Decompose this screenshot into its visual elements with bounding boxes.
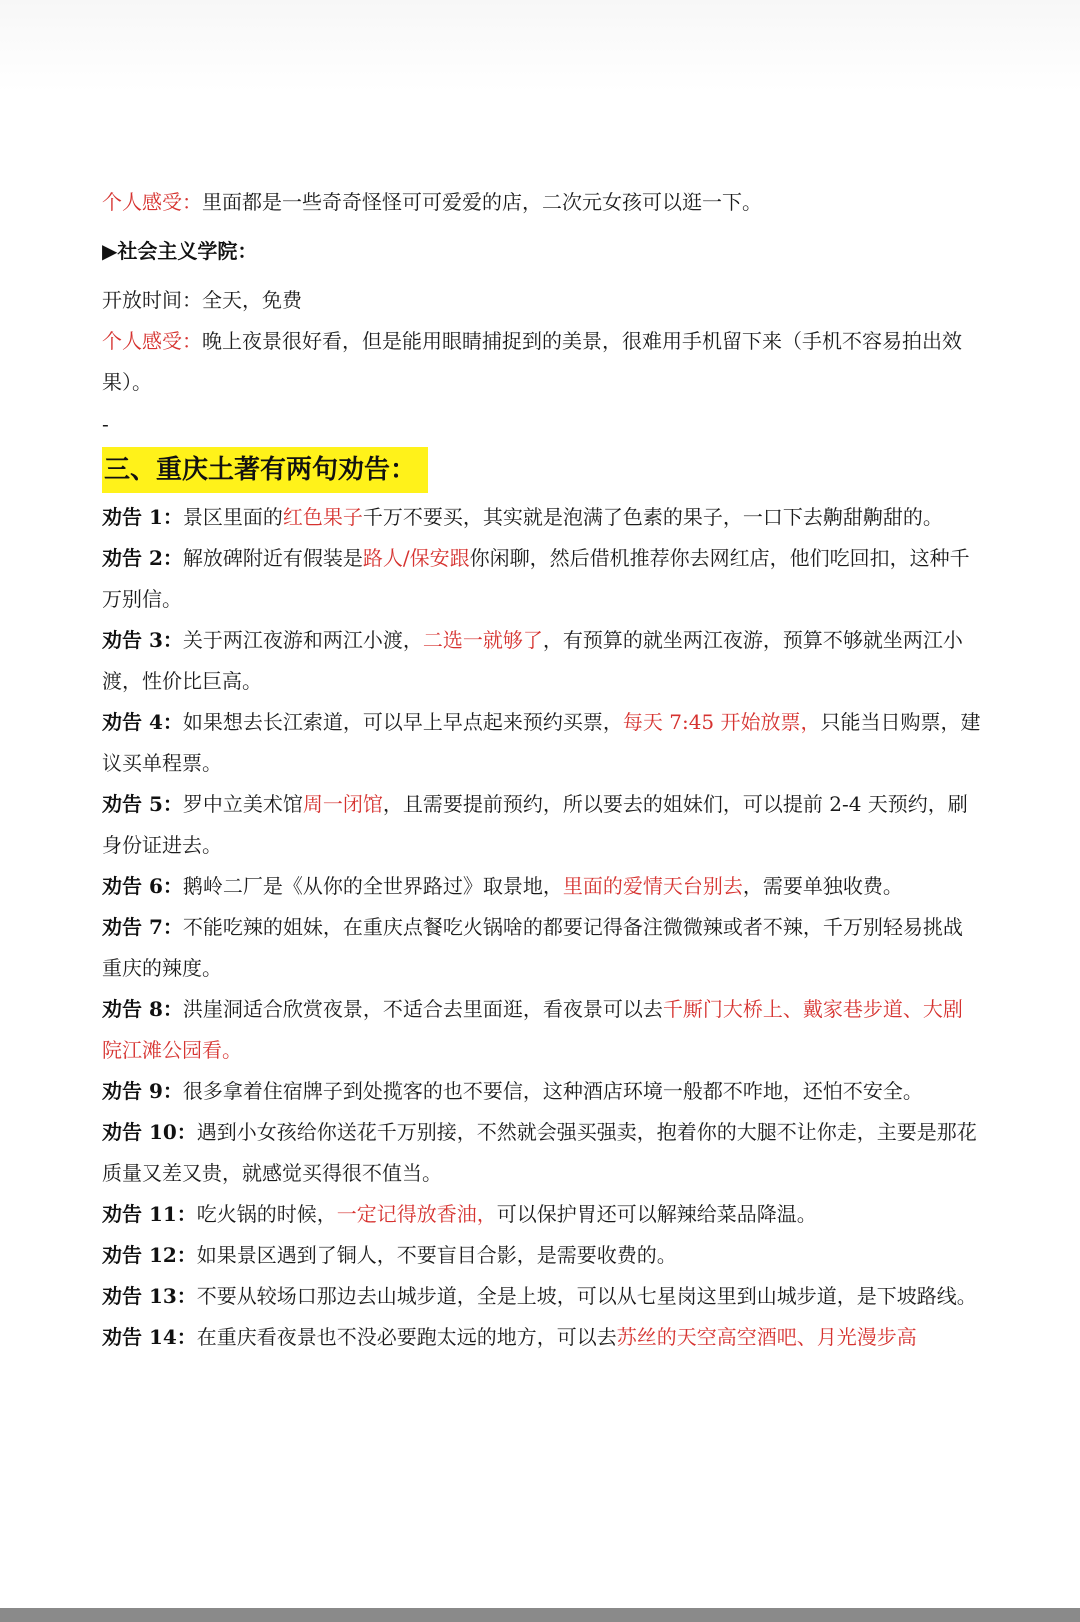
tip-highlight: 每天 7:45 开始放票， [622,710,821,734]
tip-label: 劝告 5： [102,792,183,816]
tip-text: 景区里面的 [182,505,283,529]
tip-text: ，需要单独收费。 [742,874,903,898]
feeling-paragraph [102,182,982,223]
feeling-label-2: 个人感受： [102,329,202,353]
tip-label: 劝告 11： [102,1202,197,1226]
open-time: 开放时间：全天，免费 [102,288,302,312]
tip-label: 劝告 7： [102,915,183,939]
tip-item [102,1317,982,1358]
tip-text: 鹅岭二厂是《从你的全世界路过》取景地， [182,874,563,898]
tip-text: ，有预算的就坐两江夜游，预算不够就坐两江小渡，性价比巨高。 [102,628,963,693]
tip-item [102,1235,982,1276]
tip-item [102,1071,982,1112]
tip-text: 罗中立美术馆 [182,792,303,816]
tip-text: 不要从较场口那边去山城步道，全是上坡，可以从七星岗这里到山城步道，是下坡路线。 [196,1284,977,1308]
section-heading: ▶社会主义学院： [102,239,258,263]
tip-text: 只能当日购票，建议买单程票。 [102,710,981,775]
document-body [102,182,982,1358]
tips-list [102,497,982,1358]
tip-highlight: 千厮门大桥上、戴家巷步道、大剧院江滩公园看。 [102,997,963,1062]
tip-label: 劝告 13： [102,1284,197,1308]
tip-label: 劝告 12： [102,1243,197,1267]
tip-highlight: 里面的爱情天台别去 [562,874,743,898]
tip-text: 关于两江夜游和两江小渡， [182,628,423,652]
tip-highlight: 红色果子 [282,505,363,529]
tip-text: 如果景区遇到了铜人，不要盲目合影，是需要收费的。 [196,1243,677,1267]
tip-item [102,702,982,784]
tip-item [102,538,982,620]
tip-text: 很多拿着住宿牌子到处揽客的也不要信，这种酒店环境一般都不咋地，还怕不安全。 [182,1079,923,1103]
tip-item [102,1276,982,1317]
tip-label: 劝告 8： [102,997,183,1021]
tip-label: 劝告 6： [102,874,183,898]
feeling-text: 里面都是一些奇奇怪怪可可爱爱的店，二次元女孩可以逛一下。 [202,190,762,214]
tip-text: 你闲聊，然后借机推荐你去网红店，他们吃回扣，这种千万别信。 [102,546,970,611]
tip-text: ，且需要提前预约，所以要去的姐妹们，可以提前 2-4 天预约，刷身份证进去。 [102,792,968,857]
tip-text: 可以保护胃还可以解辣给菜品降温。 [496,1202,817,1226]
tip-item [102,1194,982,1235]
tip-item [102,907,982,989]
tip-label: 劝告 2： [102,546,183,570]
tip-text: 遇到小女孩给你送花千万别接，不然就会强买强卖，抱着你的大腿不让你走，主要是那花质量又差又贵，就感觉买得很不值当。 [102,1120,977,1185]
feeling-label: 个人感受： [102,190,202,214]
tip-item [102,866,982,907]
tip-text: 吃火锅的时候， [196,1202,337,1226]
tip-label: 劝告 14： [102,1325,197,1349]
tip-label: 劝告 3： [102,628,183,652]
tip-highlight: 苏丝的天空高空酒吧、月光漫步高 [616,1325,917,1349]
tip-label: 劝告 4： [102,710,183,734]
tip-text: 不能吃辣的姐妹，在重庆点餐吃火锅啥的都要记得备注微微辣或者不辣，千万别轻易挑战重庆的辣度。 [102,915,963,980]
feeling-paragraph-2 [102,321,982,403]
separator-dash: - [102,412,109,436]
bottom-scroll-bar [0,1608,1080,1622]
tip-item [102,1112,982,1194]
tip-text: 解放碑附近有假装是 [182,546,363,570]
feeling-text-2: 晚上夜景很好看，但是能用眼睛捕捉到的美景，很难用手机留下来（手机不容易拍出效果）。 [102,329,962,394]
tip-label: 劝告 9： [102,1079,183,1103]
tip-highlight: 二选一就够了 [422,628,543,652]
tip-highlight: 路人/保安跟 [362,546,470,570]
page-top-band [0,0,1080,92]
part3-title: 三、重庆土著有两句劝告： [102,447,428,493]
tip-item [102,497,982,538]
tip-item [102,620,982,702]
tip-text: 千万不要买，其实就是泡满了色素的果子，一口下去齁甜齁甜的。 [362,505,943,529]
tip-text: 在重庆看夜景也不没必要跑太远的地方，可以去 [196,1325,617,1349]
tip-text: 洪崖洞适合欣赏夜景，不适合去里面逛，看夜景可以去 [182,997,663,1021]
tip-highlight: 周一闭馆 [302,792,383,816]
tip-highlight: 一定记得放香油， [336,1202,497,1226]
tip-label: 劝告 10： [102,1120,197,1144]
tip-label: 劝告 1： [102,505,183,529]
tip-item [102,784,982,866]
tip-item [102,989,982,1071]
tip-text: 如果想去长江索道，可以早上早点起来预约买票， [182,710,623,734]
